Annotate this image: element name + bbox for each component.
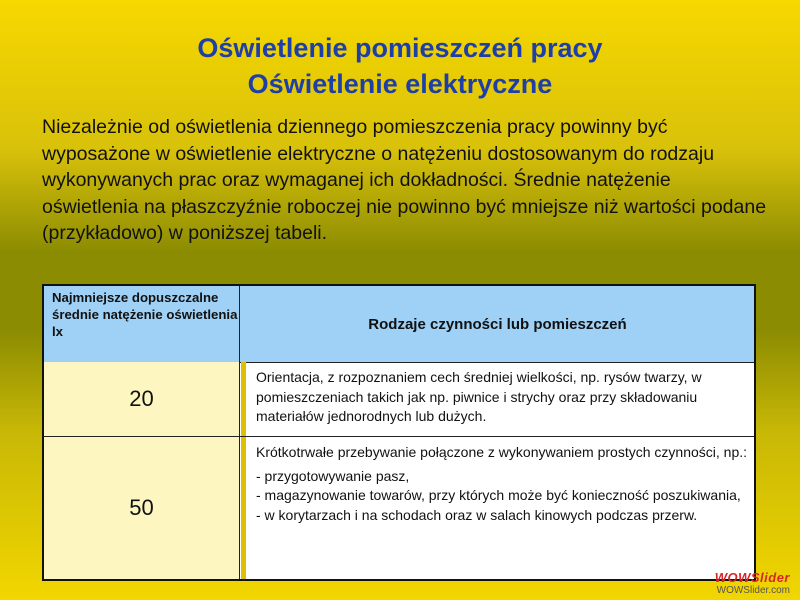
header-activities: Rodzaje czynności lub pomieszczeń xyxy=(368,315,627,333)
slide-title-line-1: Oświetlenie pomieszczeń pracy xyxy=(197,33,603,63)
activity-list xyxy=(256,467,750,526)
list-item: - przygotowywanie pasz, xyxy=(256,467,410,484)
illuminance-value: 20 xyxy=(44,362,240,436)
watermark-url: WOWSlider.com xyxy=(716,585,790,596)
slide-title xyxy=(0,30,800,102)
illuminance-table xyxy=(42,284,756,581)
watermark xyxy=(715,570,790,596)
table-row xyxy=(44,362,754,437)
table-header xyxy=(44,286,754,363)
header-illuminance: Najmniejsze dopuszczalne średnie natężenie oświetlenia lx xyxy=(44,286,240,362)
activity-text: Orientacja, z rozpoznaniem cech średniej wielkości, np. rysów twarzy, w pomieszczeniach takich jak np. piwnice i strychy oraz przy składowaniu materiałów jednorodnych lub dużych. xyxy=(256,369,702,424)
activity-description xyxy=(256,443,750,525)
row-accent-bar xyxy=(241,362,246,436)
illuminance-value: 50 xyxy=(44,437,240,579)
list-item: - w korytarzach i na schodach oraz w salach kinowych podczas przerw. xyxy=(256,506,698,523)
table-row xyxy=(44,437,754,579)
activity-text: Krótkotrwałe przebywanie połączone z wykonywaniem prostych czynności, np.: xyxy=(256,444,748,460)
slide-title-line-2: Oświetlenie elektryczne xyxy=(247,69,553,99)
row-accent-bar xyxy=(241,437,246,579)
list-item: - magazynowanie towarów, przy których może być konieczność poszukiwania, xyxy=(256,487,741,503)
activity-description xyxy=(256,368,750,427)
intro-paragraph: Niezależnie od oświetlenia dziennego pomieszczenia pracy powinny być wyposażone w oświetlenie elektryczne o natężeniu dostosowanym do rodzaju wykonywanych prac oraz wymaganej ich dokładności. Średnie natężenie oświetlenia na płaszczyźnie roboczej nie powinno być mniejsze niż wartości podane (przykładowo) w poniższej tabeli. xyxy=(42,116,767,244)
watermark-logo: WOWSlider xyxy=(714,570,790,585)
